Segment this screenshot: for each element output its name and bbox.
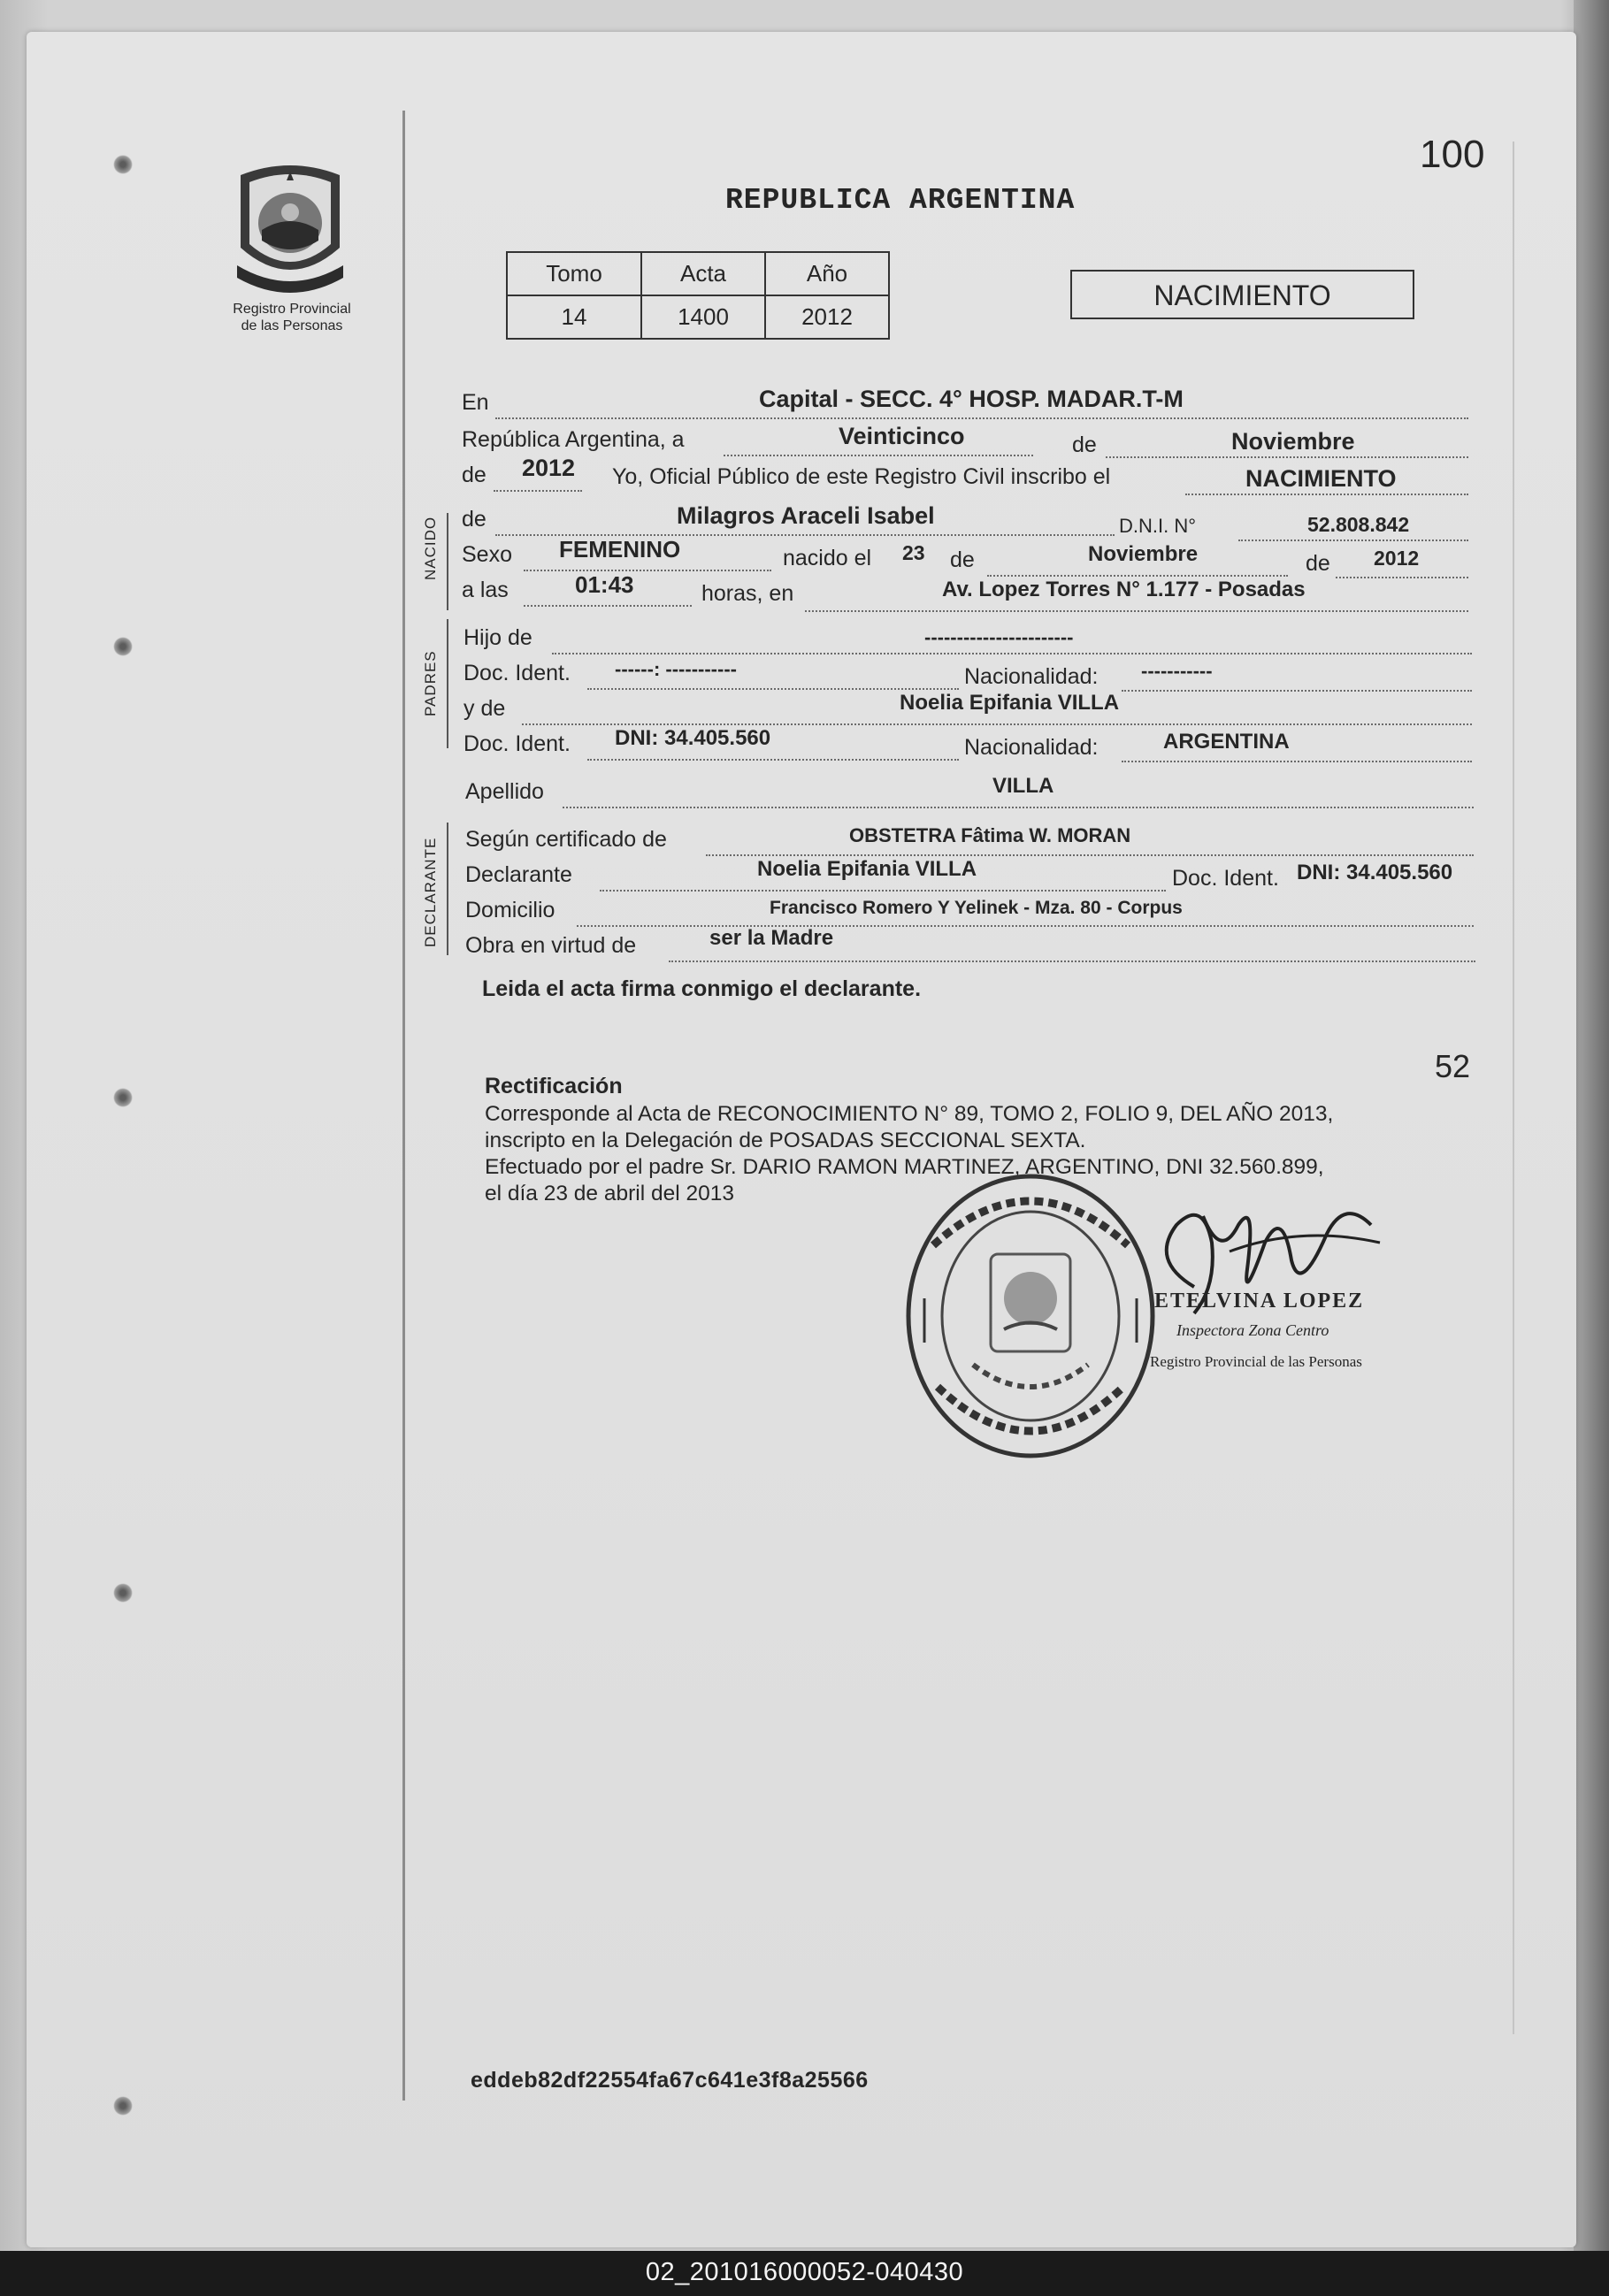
registro-seal-icon (898, 1166, 1163, 1466)
label-de: de (1306, 551, 1330, 576)
binder-edge (1574, 0, 1609, 2251)
label-en: En (462, 390, 489, 415)
rectificacion-line: el día 23 de abril del 2013 (485, 1182, 734, 1205)
nacido-name: Milagros Araceli Isabel (677, 502, 935, 529)
dotted-line (1122, 759, 1472, 762)
declarante-doc: DNI: 34.405.560 (1297, 861, 1453, 884)
dotted-line (1122, 688, 1472, 692)
label-apellido: Apellido (465, 779, 544, 804)
dotted-line (724, 453, 1033, 456)
registry-value-ano: 2012 (765, 295, 889, 339)
label-hijo-de: Hijo de (464, 625, 533, 650)
label-doc-ident: Doc. Ident. (1172, 866, 1279, 891)
signatory-name: ETELVINA LOPEZ (1154, 1290, 1365, 1313)
label-a-las: a las (462, 578, 509, 602)
label-de: de (462, 463, 487, 487)
father-doc: ------: ----------- (615, 658, 737, 680)
rectificacion-title: Rectificación (485, 1074, 623, 1098)
registry-value-tomo: 14 (507, 295, 641, 339)
dotted-line (495, 416, 1468, 419)
dotted-line (1336, 575, 1468, 578)
country-title: REPUBLICA ARGENTINA (725, 184, 1076, 217)
punch-hole (113, 2096, 133, 2116)
nacido-dni: 52.808.842 (1307, 513, 1410, 536)
label-dni: D.N.I. N° (1119, 515, 1197, 537)
dotted-line (1185, 492, 1468, 495)
declarante-name: Noelia Epifania VILLA (757, 857, 977, 881)
signatory-org: Registro Provincial de las Personas (1150, 1353, 1362, 1370)
father-name: ----------------------- (924, 626, 1074, 648)
logo-caption-line: Registro Provincial (233, 302, 351, 317)
section-label-declarante: DECLARANTE (422, 837, 439, 947)
label-de: de (462, 507, 487, 532)
rectificacion-number: 52 (1435, 1048, 1471, 1084)
section-bar (447, 619, 448, 748)
logo-caption (203, 301, 380, 334)
label-declarante: Declarante (465, 862, 572, 887)
record-type-box: NACIMIENTO (1070, 270, 1414, 319)
label-nacido-el: nacido el (783, 546, 872, 570)
label-nacionalidad: Nacionalidad: (964, 664, 1099, 689)
dotted-line (1106, 455, 1468, 458)
margin-line (402, 111, 405, 2101)
registry-value-acta: 1400 (641, 295, 765, 339)
dotted-line (669, 959, 1475, 962)
punch-hole (113, 1088, 133, 1107)
rectificacion-line: Corresponde al Acta de RECONOCIMIENTO N° 89, TOMO 2, FOLIO 9, DEL AÑO 2013, (485, 1102, 1334, 1126)
registry-header-ano: Año (765, 252, 889, 295)
nacido-time: 01:43 (575, 571, 634, 598)
date-year: 2012 (522, 455, 576, 481)
certificado-value: OBSTETRA Fâtima W. MORAN (849, 824, 1131, 846)
nacido-address: Av. Lopez Torres N° 1.177 - Posadas (942, 578, 1306, 601)
label-doc-ident: Doc. Ident. (464, 661, 571, 685)
nacido-sexo: FEMENINO (559, 536, 681, 563)
dotted-line (587, 757, 959, 761)
rectificacion-line: inscripto en la Delegación de POSADAS SECCIONAL SEXTA. (485, 1129, 1086, 1152)
registry-header-tomo: Tomo (507, 252, 641, 295)
mother-name: Noelia Epifania VILLA (900, 691, 1120, 715)
logo-caption-line: de las Personas (241, 318, 343, 333)
nacido-year: 2012 (1374, 547, 1420, 570)
section-label-nacido: NACIDO (422, 516, 439, 580)
date-month: Noviembre (1231, 428, 1355, 455)
dotted-line (1238, 538, 1468, 541)
father-nationality: ----------- (1141, 660, 1213, 682)
section-bar (447, 513, 448, 610)
dotted-line (524, 568, 771, 571)
label-y-de: y de (464, 696, 506, 721)
label-obra: Obra en virtud de (465, 933, 637, 958)
label-horas-en: horas, en (701, 581, 794, 606)
date-day: Veinticinco (839, 423, 965, 449)
closing-statement: Leida el acta firma conmigo el declarante. (482, 976, 922, 1001)
apellido-value: VILLA (992, 774, 1054, 798)
punch-hole (113, 155, 133, 174)
registry-header-acta: Acta (641, 252, 765, 295)
label-republica: República Argentina, a (462, 427, 685, 452)
declarante-domicilio: Francisco Romero Y Yelinek - Mza. 80 - Corpus (770, 898, 1183, 918)
handwritten-signature-icon (1141, 1190, 1406, 1340)
punch-hole (113, 1583, 133, 1603)
mother-doc: DNI: 34.405.560 (615, 726, 771, 750)
label-nacionalidad: Nacionalidad: (964, 735, 1099, 760)
label-de: de (950, 547, 975, 572)
registry-table (506, 251, 890, 340)
label-domicilio: Domicilio (465, 898, 555, 922)
dotted-line (600, 888, 1166, 892)
nacido-month: Noviembre (1088, 542, 1199, 566)
label-yo: Yo, Oficial Público de este Registro Civil inscribo el (612, 464, 1111, 489)
section-label-padres: PADRES (422, 650, 439, 716)
dotted-line (524, 603, 692, 607)
document-hash: eddeb82df22554fa67c641e3f8a25566 (471, 2068, 869, 2093)
dotted-line (494, 488, 582, 492)
misiones-coat-of-arms-icon (232, 159, 349, 294)
punch-hole (113, 637, 133, 656)
right-margin-line (1513, 142, 1514, 2034)
date-inscribe: NACIMIENTO (1245, 465, 1397, 492)
dotted-line (805, 608, 1468, 612)
label-doc-ident: Doc. Ident. (464, 731, 571, 756)
rectificacion-line: Efectuado por el padre Sr. DARIO RAMON MARTINEZ, ARGENTINO, DNI 32.560.899, (485, 1155, 1324, 1179)
section-bar (447, 823, 448, 955)
dotted-line (563, 805, 1474, 808)
dotted-line (552, 651, 1472, 654)
signatory-role: Inspectora Zona Centro (1176, 1321, 1329, 1339)
label-segun: Según certificado de (465, 827, 667, 852)
nacido-day: 23 (902, 541, 925, 564)
place-value: Capital - SECC. 4° HOSP. MADAR.T-M (759, 386, 1184, 412)
mother-nationality: ARGENTINA (1163, 730, 1290, 754)
declarante-obra: ser la Madre (709, 926, 834, 950)
page-number: 100 (1420, 133, 1485, 176)
footer-filename: 02_201016000052-040430 (645, 2258, 964, 2286)
label-de: de (1072, 432, 1097, 457)
label-sexo: Sexo (462, 542, 512, 567)
